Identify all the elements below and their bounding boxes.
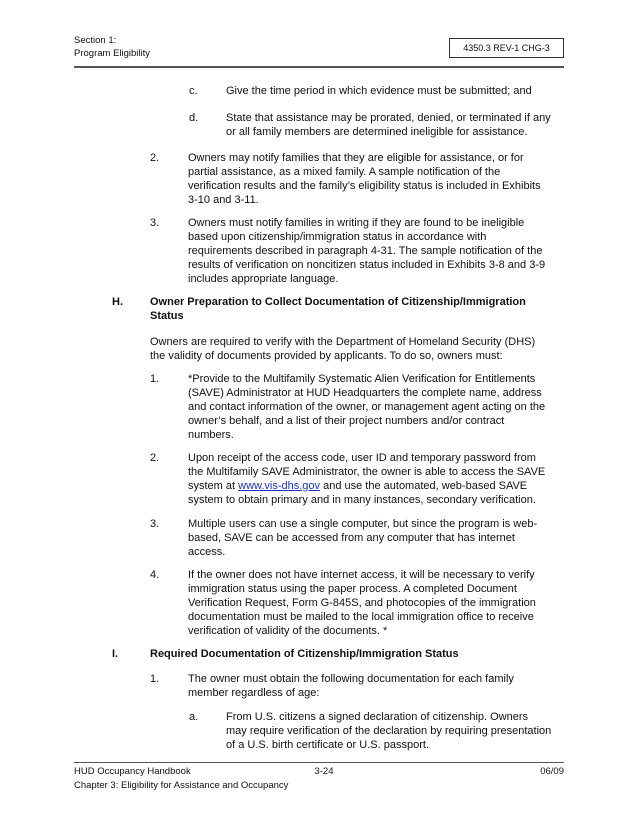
h-item-2-text: Upon receipt of the access code, user ID and temporary password from the Multifamily SAVE Administrator, the owner is able to access the SAVE system at www.vis-dhs.gov and use the automated, web-based SAVE system to obtain primary and in many instances, secondary verification.: [188, 452, 546, 506]
item-c-label: c.: [189, 85, 198, 97]
h-item-4-text: If the owner does not have internet access, it will be necessary to verify immigration status using the paper process. A completed Document Verification Request, Form G-845S, and photocopies of the immigration documentation must be mailed to the local immigration office to receive verification of validity of the documents. *: [188, 569, 536, 637]
section-number: Section 1:: [74, 35, 117, 46]
item-3-text: Owners must notify families in writing if they are found to be ineligible based upon citizenship/immigration status in accordance with requirements described in paragraph 4-31. The sample notification of the results of verification on noncitizen status included in Exhibits 3-8 and 3-9 includes appropriate language.: [188, 217, 546, 285]
item-c-text: Give the time period in which evidence must be submitted; and: [226, 85, 532, 97]
section-i-title: Required Documentation of Citizenship/Immigration Status: [150, 648, 459, 660]
h-item-3-text: Multiple users can use a single computer, but since the program is web- based, SAVE can be accessed from any computer that has internet access.: [188, 518, 538, 558]
chapter-title: Chapter 3: Eligibility for Assistance and Occupancy: [74, 780, 289, 791]
item-d-label: d.: [189, 112, 199, 124]
handbook-title: HUD Occupancy Handbook: [74, 766, 191, 777]
section-h-label: H.: [112, 296, 123, 308]
header-divider: [74, 66, 564, 68]
item-d-text: State that assistance may be prorated, denied, or terminated if any or all family members are determined ineligible for assistance.: [226, 112, 551, 138]
i-item-a-label: a.: [189, 711, 199, 723]
page-number: 3-24: [314, 766, 334, 777]
h-item-2-label: 2.: [150, 452, 160, 464]
section-h-title: Owner Preparation to Collect Documentation of Citizenship/Immigration Status: [150, 296, 526, 322]
footer-divider: [74, 762, 564, 763]
section-heading: [74, 34, 150, 60]
h-item-1-label: 1.: [150, 373, 160, 385]
revision-date: 06/09: [540, 766, 564, 777]
item-2-text: Owners may notify families that they are eligible for assistance, or for partial assistance, as a mixed family. A sample notification of the verification results and the family’s eligibility status is included in Exhibits 3-10 and 3-11.: [188, 152, 541, 206]
h-item-4-label: 4.: [150, 569, 160, 581]
h-item-1-text: *Provide to the Multifamily Systematic Alien Verification for Entitlements (SAVE) Administrator at HUD Headquarters the complete name, address and contact information of the owner, or management agent acting on the owner’s behalf, and a list of their project numbers and/or contract numbers.: [188, 373, 546, 441]
page-header: [74, 34, 564, 64]
i-item-1-text: The owner must obtain the following documentation for each family member regardless of age:: [188, 673, 514, 699]
document-reference-box: 4350.3 REV-1 CHG-3: [449, 38, 564, 58]
item-3-label: 3.: [150, 217, 160, 229]
h-item-3-label: 3.: [150, 518, 160, 530]
section-title: Program Eligibility: [74, 48, 151, 59]
save-website-link[interactable]: www.vis-dhs.gov: [238, 480, 321, 492]
section-h-intro: Owners are required to verify with the Department of Homeland Security (DHS) the validity of documents provided by applicants. To do so, owners must:: [150, 336, 536, 362]
item-2-label: 2.: [150, 152, 160, 164]
i-item-a-text: From U.S. citizens a signed declaration of citizenship. Owners may require verification of the declaration by requiring presentation of a U.S. birth certificate or U.S. passport.: [226, 711, 552, 751]
section-i-label: I.: [112, 648, 119, 660]
i-item-1-label: 1.: [150, 673, 160, 685]
